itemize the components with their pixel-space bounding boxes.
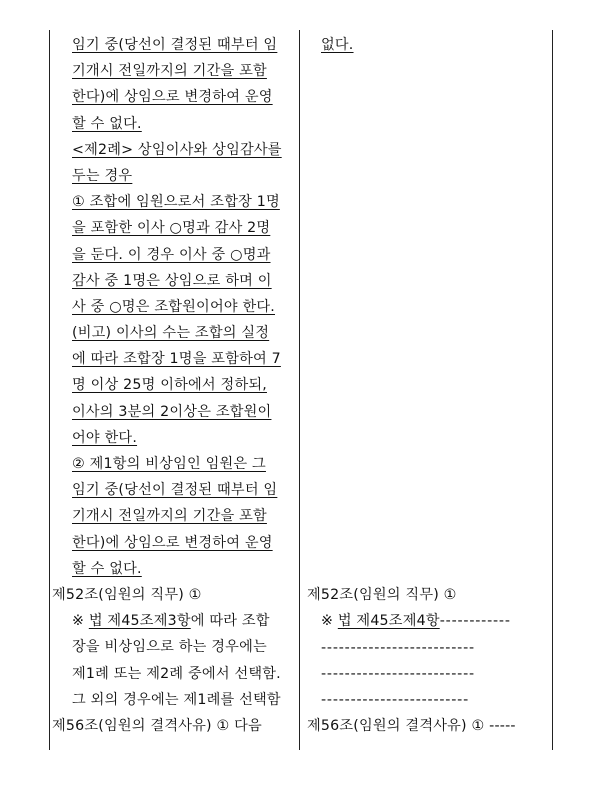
left-text-line: 사 중 ○명은 조합원이어야 한다. bbox=[72, 298, 275, 315]
left-text-line: ① 조합에 임원으로서 조합장 1명 bbox=[72, 194, 280, 211]
left-text-line: 어야 한다. bbox=[72, 429, 138, 446]
right-art56-heading: 제56조(임원의 결격사유) ① ----- bbox=[307, 718, 516, 735]
left-text-line: 명 이상 25명 이하에서 정하되, bbox=[72, 377, 267, 394]
left-text-line: 한다)에 상임으로 변경하여 운영 bbox=[72, 89, 273, 106]
table-right-border bbox=[552, 30, 553, 750]
table-column-divider bbox=[299, 30, 300, 750]
left-text-line: 기개시 전일까지의 기간을 포함 bbox=[72, 508, 267, 525]
left-text-line: 기개시 전일까지의 기간을 포함 bbox=[72, 63, 267, 80]
left-text-line: (비고) 이사의 수는 조합의 실정 bbox=[72, 325, 270, 342]
left-text-line: 임기 중(당선이 결정된 때부터 임 bbox=[72, 37, 278, 53]
left-text-line: 을 둔다. 이 경우 이사 중 ○명과 bbox=[72, 246, 271, 263]
right-art52-note bbox=[307, 608, 547, 634]
right-dash-line-1: -------------------------- bbox=[321, 639, 475, 656]
right-dash-line-2: -------------------------- bbox=[321, 665, 475, 682]
note-text: 에 따라 조합 bbox=[190, 613, 270, 630]
left-text-line: 을 포함한 이사 ○명과 감사 2명 bbox=[72, 220, 271, 237]
note-mark: ※ bbox=[321, 613, 338, 630]
table-left-border bbox=[49, 30, 50, 750]
left-text-line: 임기 중(당선이 결정된 때부터 임 bbox=[72, 482, 278, 499]
left-art52-cont-2: 제1례 또는 제2례 중에서 선택함. bbox=[72, 665, 281, 682]
left-text-line: 할 수 없다. bbox=[72, 115, 142, 132]
right-art52-heading: 제52조(임원의 직무) ① bbox=[307, 587, 457, 604]
right-dash-line-3: ------------------------- bbox=[321, 691, 469, 708]
left-text-line: 한다)에 상임으로 변경하여 운영 bbox=[72, 534, 273, 551]
left-art52-note bbox=[58, 608, 298, 634]
left-column bbox=[52, 32, 298, 739]
note-mark: ※ bbox=[72, 613, 89, 630]
left-text-line: 이사의 3분의 2이상은 조합원이 bbox=[72, 403, 272, 420]
left-text-line: <제2례> 상임이사와 상임감사를 bbox=[72, 141, 282, 158]
right-column bbox=[307, 32, 547, 739]
law-reference-link: 법 제45조제4항 bbox=[337, 613, 440, 630]
left-text-line: 두는 경우 bbox=[72, 167, 133, 184]
left-art52-heading: 제52조(임원의 직무) ① bbox=[52, 586, 202, 603]
left-art52-cont-3: 그 외의 경우에는 제1례를 선택함 bbox=[72, 691, 281, 708]
left-text-line: 감사 중 1명은 상임으로 하며 이 bbox=[72, 272, 272, 289]
left-text-line: 할 수 없다. bbox=[72, 560, 142, 577]
left-text-line: ② 제1항의 비상임인 임원은 그 bbox=[72, 456, 266, 472]
right-first-line: 없다. bbox=[321, 37, 354, 53]
left-text-line: 에 따라 조합장 1명을 포함하여 7 bbox=[72, 351, 281, 368]
left-art52-cont-1: 장을 비상임으로 하는 경우에는 bbox=[72, 639, 267, 656]
law-reference-link: 법 제45조제3항 bbox=[88, 613, 191, 630]
left-underlined-text-block bbox=[58, 32, 298, 582]
left-art56-heading: 제56조(임원의 결격사유) ① 다음 bbox=[52, 717, 262, 734]
right-empty-space bbox=[307, 58, 547, 582]
dash-filler: ------------ bbox=[439, 613, 511, 630]
